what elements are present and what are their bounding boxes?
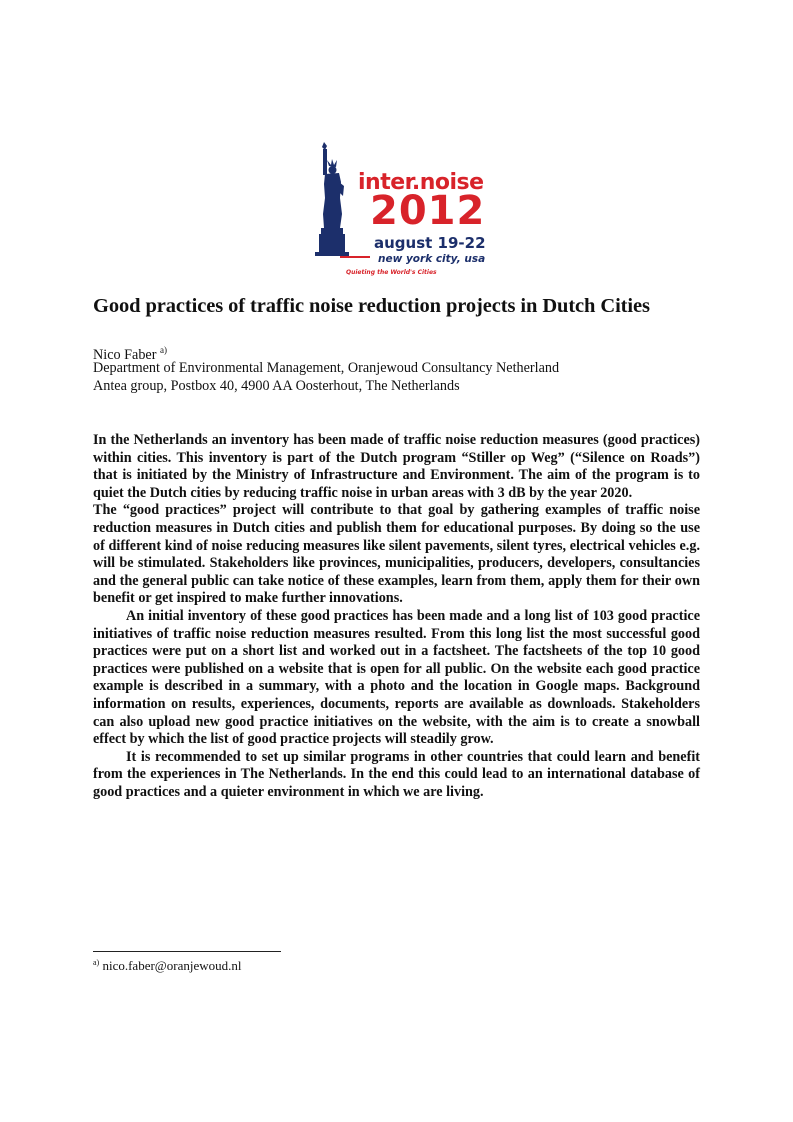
abstract-paragraph: In the Netherlands an inventory has been made of traffic noise reduction measures (good practices) within cities. This inventory is part of the Dutch program “Stiller op Weg” (“Silence on Roads”) that is initiated by the Ministry of Infrastructure and Environment. The aim of the program is to quiet the Dutch cities by reducing traffic noise in urban areas with 3 dB by the year 2020. — [93, 432, 700, 501]
logo-date: august 19-22 — [374, 234, 486, 252]
affiliation-line: Antea group, Postbox 40, 4900 AA Oosterhout, The Netherlands — [93, 377, 460, 394]
footnote — [93, 958, 242, 974]
footnote-email[interactable]: nico.faber@oranjewoud.nl — [102, 958, 242, 973]
abstract-paragraph: The “good practices” project will contribute to that goal by gathering examples of traffic noise reduction measures in Dutch cities and publish them for educational purposes. By doing so the use of different kind of noise reducing measures like silent pavements, silent tyres, electrical vehicles e.g. will be stimulated. Stakeholders like provinces, municipalities, producers, developers, consultancies and the general public can take notice of these examples, learn from them, apply them for their own benefit or get inspired to make further innovations. — [93, 502, 700, 607]
abstract-paragraph: It is recommended to set up similar programs in other countries that could learn and benefit from the experiences in The Netherlands. In the end this could lead to an international database of good practices and a quieter environment in which we are living. — [93, 748, 700, 800]
statue-of-liberty-icon — [310, 142, 370, 262]
footnote-rule — [93, 951, 281, 952]
logo-year: 2012 — [370, 188, 486, 234]
paper-title: Good practices of traffic noise reduction projects in Dutch Cities — [93, 295, 650, 317]
abstract-paragraph: An initial inventory of these good practices has been made and a long list of 103 good practice initiatives of traffic noise reduction measures resulted. From this long list the most successful good practices were put on a short list and worked out in a factsheet. The factsheets of the top 10 good practices were published on a website that is open for all public. On the website each good practice example is described in a summary, with a photo and the location in Google maps. Background information on results, experiences, documents, reports are available as downloads. Stakeholders can also upload new good practice initiatives on the website, with the aim is to create a snowball effect by which the list of good practice projects will steadily grow. — [93, 607, 700, 748]
logo-city: new york city, usa — [378, 253, 486, 265]
abstract — [93, 432, 700, 801]
author-footnote-mark: a) — [159, 345, 167, 355]
logo-conference-name: inter.noise — [358, 170, 484, 195]
footnote-mark: a) — [93, 958, 100, 967]
affiliation-line: Department of Environmental Management, Oranjewoud Consultancy Netherland — [93, 360, 560, 376]
affiliation — [93, 360, 559, 395]
author-name: Nico Faber — [93, 347, 157, 363]
logo-tagline: Quieting the World's Cities — [346, 269, 437, 276]
conference-logo — [310, 142, 496, 278]
